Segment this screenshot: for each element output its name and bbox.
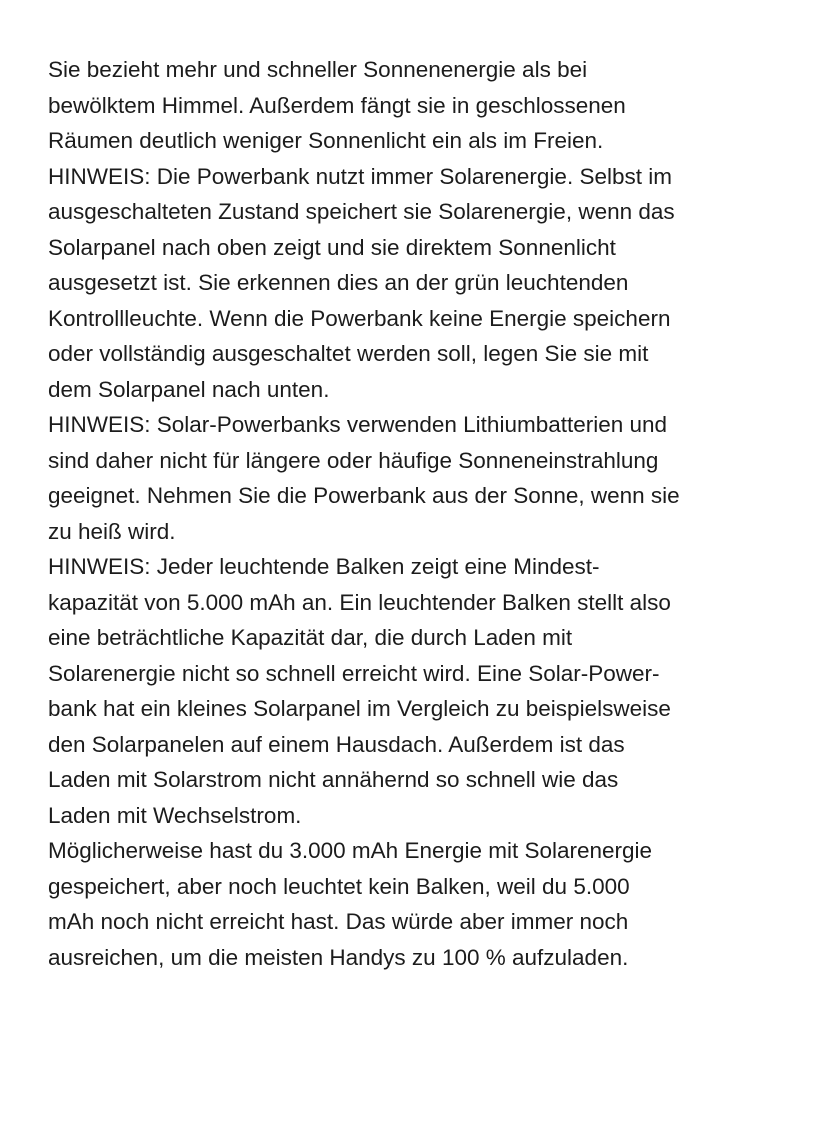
- text-line: Laden mit Solarstrom nicht annähernd so schnell wie das: [48, 767, 619, 792]
- text-line: Solarenergie nicht so schnell erreicht wird. Eine Solar-Power-: [48, 660, 660, 686]
- text-line: Möglicherweise hast du 3.000 mAh Energie mit Solarenergie: [48, 838, 653, 863]
- note-capacity-bars: [48, 549, 778, 833]
- text-line: Sie bezieht mehr und schneller Sonnenenergie als bei: [48, 57, 588, 82]
- text-line: eine beträchtliche Kapazität dar, die durch Laden mit: [48, 625, 573, 650]
- text-line: ausgesetzt ist. Sie erkennen dies an der grün leuchtenden: [48, 270, 629, 295]
- text-line: sind daher nicht für längere oder häufige Sonneneinstrahlung: [48, 447, 659, 473]
- text-line: kapazität von 5.000 mAh an. Ein leuchtender Balken stellt also: [48, 589, 671, 615]
- text-line: dem Solarpanel nach unten.: [48, 376, 330, 402]
- text-line: HINWEIS: Solar-Powerbanks verwenden Lithiumbatterien und: [48, 412, 668, 437]
- text-line: HINWEIS: Die Powerbank nutzt immer Solarenergie. Selbst im: [48, 163, 672, 189]
- text-line: bewölktem Himmel. Außerdem fängt sie in geschlossenen: [48, 92, 626, 118]
- text-line: gespeichert, aber noch leuchtet kein Balken, weil du 5.000: [48, 873, 630, 899]
- text-line: ausreichen, um die meisten Handys zu 100 % aufzuladen.: [48, 944, 629, 970]
- text-line: bank hat ein kleines Solarpanel im Vergleich zu beispielsweise: [48, 696, 671, 721]
- text-line: zu heiß wird.: [48, 518, 176, 544]
- text-line: Laden mit Wechselstrom.: [48, 802, 302, 828]
- paragraph-capacity-example: [48, 833, 778, 975]
- note-lithium-batteries: [48, 407, 778, 549]
- text-line: ausgeschalteten Zustand speichert sie Solarenergie, wenn das: [48, 199, 675, 224]
- text-line: oder vollständig ausgeschaltet werden soll, legen Sie sie mit: [48, 341, 649, 366]
- text-line: geeignet. Nehmen Sie die Powerbank aus der Sonne, wenn sie: [48, 483, 680, 508]
- paragraph-solar-intensity: [48, 52, 778, 159]
- note-solar-always-on: [48, 159, 778, 408]
- text-line: Solarpanel nach oben zeigt und sie direktem Sonnenlicht: [48, 234, 616, 260]
- text-line: Kontrollleuchte. Wenn die Powerbank keine Energie speichern: [48, 305, 671, 331]
- text-line: HINWEIS: Jeder leuchtende Balken zeigt eine Mindest-: [48, 554, 600, 579]
- text-line: den Solarpanelen auf einem Hausdach. Außerdem ist das: [48, 731, 625, 757]
- text-line: Räumen deutlich weniger Sonnenlicht ein als im Freien.: [48, 128, 604, 153]
- document-body: [48, 52, 778, 975]
- text-line: mAh noch nicht erreicht hast. Das würde aber immer noch: [48, 909, 629, 934]
